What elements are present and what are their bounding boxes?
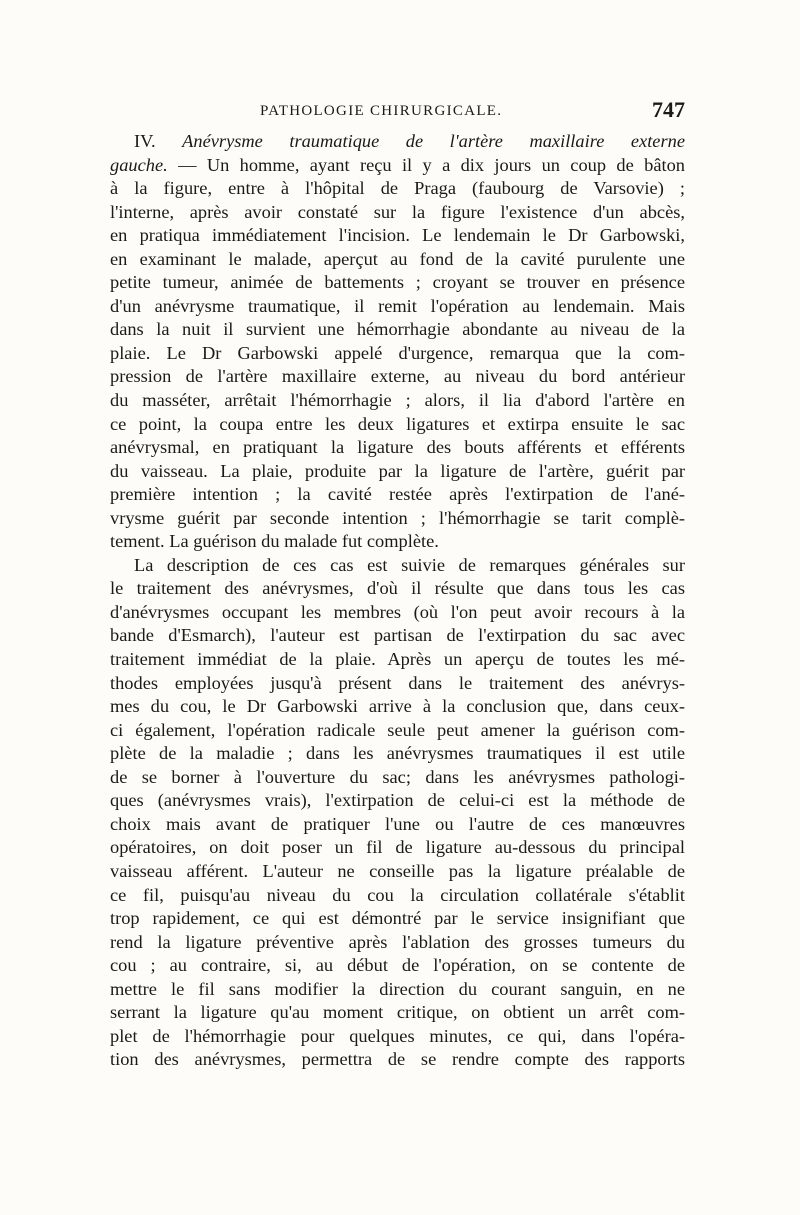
page-number: 747 [652, 97, 685, 122]
text-line: choix mais avant de pratiquer l'une ou l'autre de ces manœuvres [110, 813, 685, 834]
text-line: ce fil, puisqu'au niveau du cou la circulation collatérale s'établit [110, 884, 685, 905]
text-line: de se borner à l'ouverture du sac; dans les anévrysmes pathologi- [110, 766, 685, 787]
text-line: d'un anévrysme traumatique, il remit l'opération au lendemain. Mais [110, 295, 685, 316]
text-line [110, 130, 685, 154]
text-line: ce point, la coupa entre les deux ligatures et extirpa ensuite le sac [110, 413, 685, 434]
section-numeral: IV. [134, 131, 156, 151]
text-line: pression de l'artère maxillaire externe, au niveau du bord antérieur [110, 366, 685, 387]
text-line: plaie. Le Dr Garbowski appelé d'urgence, remarqua que la com- [110, 342, 685, 363]
text-line: tion des anévrysmes, permettra de se rendre compte des rapports [110, 1049, 685, 1070]
text-line: traitement immédiat de la plaie. Après un aperçu de toutes les mé- [110, 649, 685, 670]
page-header [110, 97, 685, 123]
body-text [110, 130, 685, 1072]
text-line: dans la nuit il survient une hémorrhagie abondante au niveau de la [110, 319, 685, 340]
text-line: ci également, l'opération radicale seule peut amener la guérison com- [110, 719, 685, 740]
text-line: trop rapidement, ce qui est démontré par le service insignifiant que [110, 908, 685, 929]
text-line: d'anévrysmes occupant les membres (où l'on peut avoir recours à la [110, 601, 685, 622]
text-line: rend la ligature préventive après l'ablation des grosses tumeurs du [110, 931, 685, 952]
text-line: l'interne, après avoir constaté sur la figure l'existence d'un abcès, [110, 201, 685, 222]
text-line: plet de l'hémorrhagie pour quelques minutes, ce qui, dans l'opéra- [110, 1025, 685, 1046]
text-line: cou ; au contraire, si, au début de l'opération, on se contente de [110, 955, 685, 976]
text-line: gauche. — Un homme, ayant reçu il y a dix jours un coup de bâton [110, 154, 685, 175]
text-line: première intention ; la cavité restée après l'extirpation de l'ané- [110, 484, 685, 505]
text-line: serrant la ligature qu'au moment critique, on obtient un arrêt com- [110, 1002, 685, 1023]
paragraph-general-remarks [110, 554, 685, 1072]
case-title: Anévrysme traumatique de l'artère maxillaire externe [182, 131, 685, 151]
text-line: en pratiqua immédiatement l'incision. Le lendemain le Dr Garbowski, [110, 225, 685, 246]
text-line: bande d'Esmarch), l'auteur est partisan de l'extirpation du sac avec [110, 625, 685, 646]
text-line: vaisseau afférent. L'auteur ne conseille pas la ligature préalable de [110, 860, 685, 881]
text-line: du vaisseau. La plaie, produite par la ligature de l'artère, guérit par [110, 460, 685, 481]
text-line: anévrysmal, en pratiquant la ligature des bouts afférents et efférents [110, 437, 685, 458]
text-line: vrysme guérit par seconde intention ; l'hémorrhagie se tarit complè- [110, 507, 685, 528]
text-line: en examinant le malade, aperçut au fond de la cavité purulente une [110, 248, 685, 269]
case-title-continued: gauche. [110, 154, 168, 175]
text-line: petite tumeur, animée de battements ; croyant se trouver en présence [110, 272, 685, 293]
text-line: opératoires, on doit poser un fil de ligature au-dessous du principal [110, 837, 685, 858]
running-title: PATHOLOGIE CHIRURGICALE. [260, 103, 503, 119]
paragraph-case-iv [110, 130, 685, 554]
text-line: du masséter, arrêtait l'hémorrhagie ; alors, il lia d'abord l'artère en [110, 390, 685, 411]
text-line: La description de ces cas est suivie de remarques générales sur [134, 554, 685, 575]
text-line: plète de la maladie ; dans les anévrysmes traumatiques il est utile [110, 743, 685, 764]
text-line: le traitement des anévrysmes, d'où il résulte que dans tous les cas [110, 578, 685, 599]
text-line: à la figure, entre à l'hôpital de Praga (faubourg de Varsovie) ; [110, 178, 685, 199]
text-line: mettre le fil sans modifier la direction du courant sanguin, en ne [110, 978, 685, 999]
text-line: ques (anévrysmes vrais), l'extirpation de celui-ci est la méthode de [110, 790, 685, 811]
text-line: tement. La guérison du malade fut complète. [110, 531, 439, 552]
text-line: thodes employées jusqu'à présent dans le traitement des anévrys- [110, 672, 685, 693]
text-line: mes du cou, le Dr Garbowski arrive à la conclusion que, dans ceux- [110, 696, 685, 717]
